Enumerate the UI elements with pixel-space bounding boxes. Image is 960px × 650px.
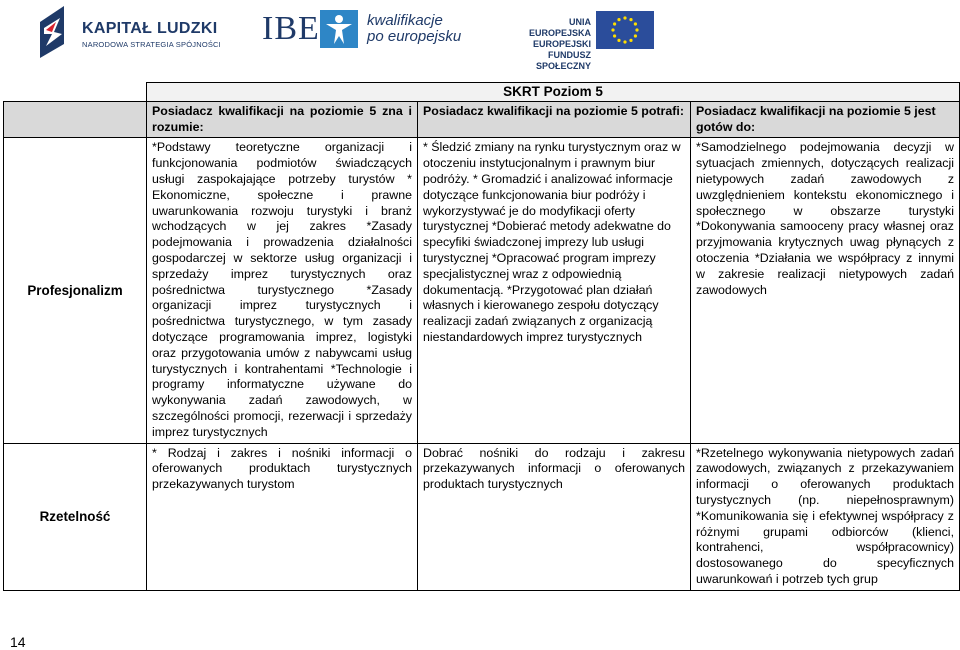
row-label-profesjonalizm: Profesjonalizm [4,138,147,443]
table-title: SKRT Poziom 5 [147,83,960,102]
kwalifikacje-logo [367,13,461,45]
kwalifikacje-line-1: kwalifikacje [367,12,443,29]
kapital-ludzki-title: KAPITAŁ LUDZKI [82,20,218,37]
cell-can-rzetelnosc: Dobrać nośniki do rodzaju i zakresu przekazywanych informacji o oferowanych produktach turystycznych [418,443,691,590]
eu-line-1: UNIA EUROPEJSKA [528,17,591,38]
eu-logo-text [513,17,591,72]
kapital-ludzki-logo [40,6,221,60]
cell-ready-rzetelnosc: *Rzetelnego wykonywania nietypowych zadań zawodowych, związanych z przekazywaniem informacji o oferowanych produktach turystycznych (np. niepełnosprawnym) *Komunikowania się i efektywnej współpracy z różnymi grupami odbiorców (klienci, kontrahenci, współpracownicy) dostosowanego do specyficznych uwarunkowań i potrzeb tych grup [691,443,960,590]
eu-line-2: EUROPEJSKI [532,39,591,49]
ibe-logo-text: IBE [262,10,320,47]
ibe-figure-icon [320,10,358,48]
table-header-row [4,101,960,138]
header-can: Posiadacz kwalifikacji na poziomie 5 potrafi: [418,101,691,138]
header-knows: Posiadacz kwalifikacji na poziomie 5 zna i rozumie: [147,101,418,138]
kapital-ludzki-star-icon [40,6,70,58]
row-label-rzetelnosc: Rzetelność [4,443,147,590]
page-number: 14 [10,634,26,650]
cell-ready-profesjonalizm: *Samodzielnego podejmowania decyzji w sytuacjach zmiennych, dotyczących realizacji nietypowych zadań zawodowych z uwzględnieniem kontekstu ekonomicznego i społecznego w obszarze turystyki *Dokonywania samooceny pracy własnej oraz przyjmowania krytycznych uwag płynących z otoczenia *Działania we współpracy z innymi w zakresie realizacji nietypowych zadań zawodowych [691,138,960,443]
table-row-profesjonalizm [4,138,960,443]
cell-can-profesjonalizm: * Śledzić zmiany na rynku turystycznym oraz w otoczeniu instytucjonalnym i prawnym biur podróży. * Gromadzić i analizować informacje dotyczące funkcjonowania biur podróży i wykorzystywać je do modyfikacji oferty turystycznej *Dobierać metody adekwatne do specyfiki świadczonej imprezy lub usługi turystycznej *Opracować program imprezy specjalistycznej wraz z odpowiednią dokumentacją. *Przygotować plan działań własnych i kierowanego zespołu dotyczący realizacji zadań związanych z organizacją niestandardowych imprez turystycznych [418,138,691,443]
table-row-rzetelnosc [4,443,960,590]
cell-knows-rzetelnosc: * Rodzaj i zakres i nośniki informacji o oferowanych produktach turystycznych przekazywanych turystom [147,443,418,590]
kapital-ludzki-subtitle: NARODOWA STRATEGIA SPÓJNOŚCI [82,40,221,49]
table-title-row [4,83,960,102]
header-blank-cell [4,101,147,138]
cell-knows-profesjonalizm: *Podstawy teoretyczne organizacji i funkcjonowania podmiotów świadczących usługi zaspokajające potrzeby turystów * Ekonomiczne, społeczne i prawne uwarunkowania rozwoju turystyki i branż wchodzących w jej zakres *Zasady podejmowania i prowadzenia działalności gospodarczej w sektorze usług organizacji i sprzedaży imprez turystycznych oraz pośrednictwa turystycznego *Zasady organizacji imprez turystycznych i pośrednictwa turystycznego, w tym zasady dotyczące programowania imprez, logistyki oraz przygotowania umów z nabywcami usług turystycznych i kontrahentami *Technologie i programy informatyczne używane do wykonywania zadań zawodowych, w szczególności promocji, rezerwacji i sprzedaży imprez turystycznych [147,138,418,443]
kwalifikacje-line-2: po europejsku [367,28,462,45]
skrt-level-table [3,82,960,591]
header-ready: Posiadacz kwalifikacji na poziomie 5 jest gotów do: [691,101,960,138]
eu-flag-icon [596,11,654,49]
table-title-spacer [4,83,147,102]
eu-line-3: FUNDUSZ SPOŁECZNY [535,50,591,71]
